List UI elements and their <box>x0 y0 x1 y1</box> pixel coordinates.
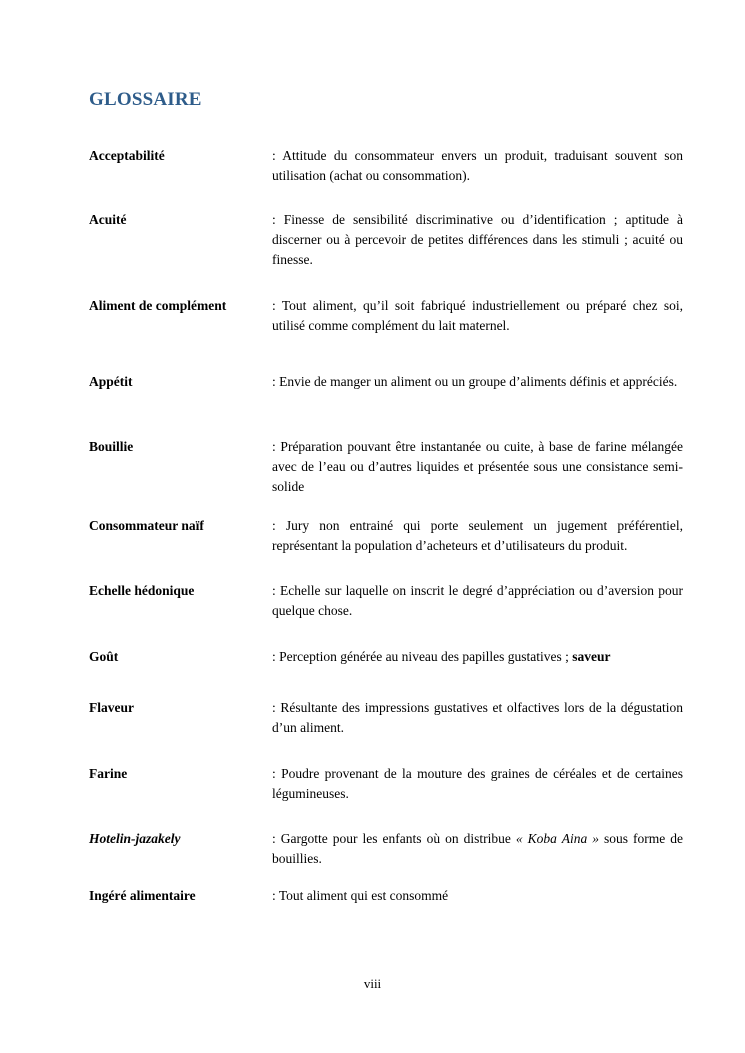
glossary-definition: : Envie de manger un aliment ou un groupe d’aliments définis et appréciés. <box>272 374 678 389</box>
glossary-definition: : Résultante des impressions gustatives et olfactives lors de la dégustation d’un aliment. <box>272 700 683 735</box>
glossary-term: Bouillie <box>89 439 134 454</box>
glossary-term: Farine <box>89 766 128 781</box>
glossary-term: Consommateur naïf <box>89 518 204 533</box>
glossary-definition: : Poudre provenant de la mouture des graines de céréales et de certaines légumineuses. <box>272 766 683 801</box>
glossary-term: Ingéré alimentaire <box>89 888 196 903</box>
glossary-definition: : Echelle sur laquelle on inscrit le degré d’appréciation ou d’aversion pour quelque chose. <box>272 583 683 618</box>
glossary-definition <box>272 829 683 869</box>
glossary-term: Aliment de complément <box>89 298 227 313</box>
glossary-term: Goût <box>89 649 119 664</box>
glossary-term: Acceptabilité <box>89 148 165 163</box>
definition-text: : Gargotte pour les enfants où on distribue <box>272 831 511 846</box>
glossary-term: Hotelin-jazakely <box>89 831 181 846</box>
glossary-term: Flaveur <box>89 700 134 715</box>
page-number: viii <box>363 976 382 991</box>
glossary-definition: : Tout aliment, qu’il soit fabriqué industriellement ou préparé chez soi, utilisé comme complément du lait maternel. <box>272 298 683 333</box>
glossary-definition: : Préparation pouvant être instantanée ou cuite, à base de farine mélangée avec de l’eau ou d’autres liquides et présentée sous une consistance semi-solide <box>272 439 683 494</box>
definition-bold-text: saveur <box>572 649 611 664</box>
definition-text: sous forme de bouillies. <box>272 831 684 866</box>
glossary-definition: : Tout aliment qui est consommé <box>272 888 449 903</box>
page-title: GLOSSAIRE <box>89 89 202 110</box>
definition-text: : Perception générée au niveau des papilles gustatives ; <box>272 649 569 664</box>
glossary-definition <box>272 647 683 667</box>
glossary-term: Acuité <box>89 212 127 227</box>
glossary-definition: : Attitude du consommateur envers un produit, traduisant souvent son utilisation (achat ou consommation). <box>272 148 683 183</box>
glossary-term: Echelle hédonique <box>89 583 195 598</box>
glossary-term: Appétit <box>89 374 133 389</box>
glossary-definition: : Jury non entrainé qui porte seulement un jugement préférentiel, représentant la population d’acheteurs et d’utilisateurs du produit. <box>272 518 683 553</box>
definition-italic-text: « Koba Aina » <box>515 831 599 846</box>
glossary-definition: : Finesse de sensibilité discriminative ou d’identification ; aptitude à discerner ou à percevoir de petites différences dans les stimuli ; acuité ou finesse. <box>272 212 683 267</box>
